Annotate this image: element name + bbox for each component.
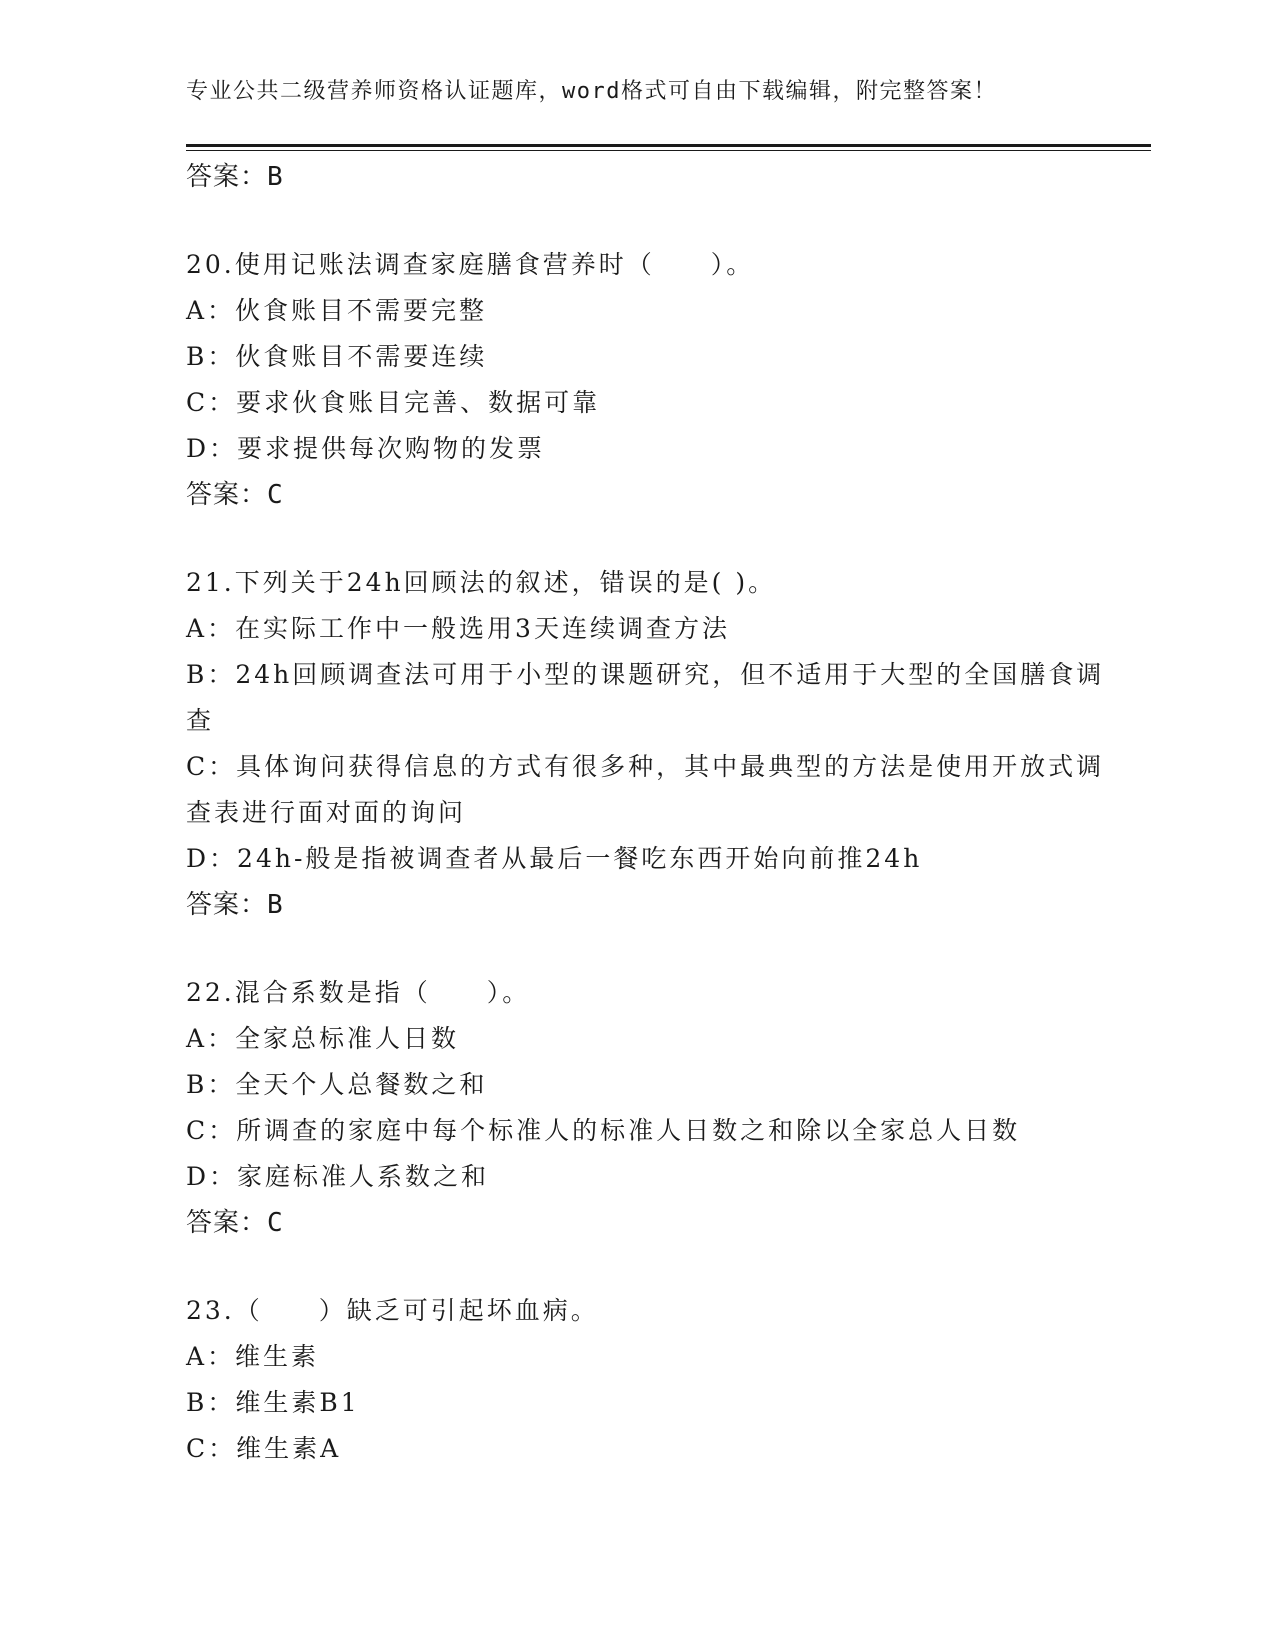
header-divider-thick: [186, 144, 1151, 147]
question-22: [186, 970, 1116, 1246]
option-d: D：家庭标准人系数之和: [186, 1162, 490, 1191]
header-divider-thin: [186, 150, 1151, 151]
question-stem: 23.（ ）缺乏可引起坏血病。: [186, 1296, 599, 1325]
option-b: B：全天个人总餐数之和: [186, 1070, 488, 1099]
question-stem: 21.下列关于24h回顾法的叙述，错误的是( )。: [186, 568, 777, 597]
question-20: [186, 242, 1116, 518]
page-header: 专业公共二级营养师资格认证题库，word格式可自由下载编辑，附完整答案！: [186, 79, 997, 104]
option-a: A：伙食账目不需要完整: [186, 296, 488, 325]
answer: 答案：C: [186, 480, 284, 510]
option-b: B：24h回顾调查法可用于小型的课题研究，但不适用于大型的全国膳食调查: [186, 660, 1105, 735]
option-c: C：要求伙食账目完善、数据可靠: [186, 388, 601, 417]
option-c: C：维生素A: [186, 1434, 342, 1463]
question-stem: 22.混合系数是指（ ）。: [186, 978, 531, 1007]
option-b: B：伙食账目不需要连续: [186, 342, 488, 371]
option-c: C：具体询问获得信息的方式有很多种，其中最典型的方法是使用开放式调查表进行面对面的询问: [186, 752, 1105, 827]
option-a: A：全家总标准人日数: [186, 1024, 460, 1053]
previous-answer: 答案：B: [186, 162, 284, 192]
option-a: A：维生素: [186, 1342, 320, 1371]
option-c: C：所调查的家庭中每个标准人的标准人日数之和除以全家总人日数: [186, 1116, 1021, 1145]
option-d: D：24h-般是指被调查者从最后一餐吃东西开始向前推24h: [186, 844, 923, 873]
question-23: [186, 1288, 1116, 1472]
question-21: [186, 560, 1116, 928]
question-list: [186, 154, 1116, 1472]
question-stem: 20.使用记账法调查家庭膳食营养时（ ）。: [186, 250, 755, 279]
answer: 答案：C: [186, 1208, 284, 1238]
answer: 答案：B: [186, 890, 284, 920]
option-b: B：维生素B1: [186, 1388, 360, 1417]
option-a: A：在实际工作中一般选用3天连续调查方法: [186, 614, 730, 643]
option-d: D：要求提供每次购物的发票: [186, 434, 546, 463]
